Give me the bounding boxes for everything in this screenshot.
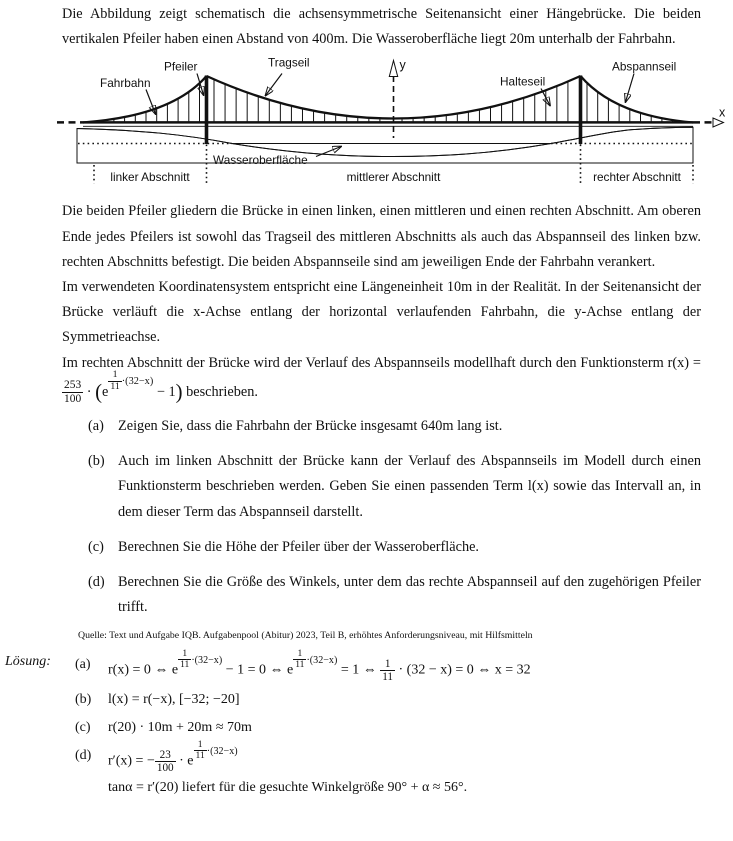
funktionsterm-text-before: Im rechten Abschnitt der Brücke wird der Verlauf des Abspannseils modellhaft durch den Funktionsterm r(x) = bbox=[62, 354, 701, 371]
halteseil-label: Halteseil bbox=[500, 74, 546, 89]
euler-e: e bbox=[101, 383, 109, 400]
solution-d-line2: tanα = r′(20) liefert für die gesuchte Winkelgröße 90° + α ≈ 56°. bbox=[108, 779, 468, 795]
fraction-23-100: $\frac{23}{100}$ bbox=[156, 748, 174, 774]
ground-top-edge bbox=[77, 128, 693, 157]
solution-label: (d) bbox=[75, 748, 92, 764]
tragseil-arrow bbox=[266, 74, 283, 96]
solution-label: (b) bbox=[75, 692, 92, 708]
open-paren: ( bbox=[95, 381, 102, 404]
task-item-b bbox=[88, 449, 701, 525]
solution-item-c bbox=[75, 717, 727, 739]
close-paren: ) bbox=[175, 381, 183, 404]
funktionsterm-text-after: beschrieben. bbox=[186, 383, 258, 400]
middle-section-label: mittlerer Abschnitt bbox=[346, 170, 441, 185]
source-note: Quelle: Text und Aufgabe IQB. Aufgabenpool (Abitur) 2023, Teil B, erhöhtes Anforderungsniveau, mit Hilfsmitteln bbox=[78, 630, 533, 642]
right-section-label: rechter Abschnitt bbox=[593, 170, 681, 185]
paragraph-funktionsterm bbox=[62, 351, 701, 405]
solution-item-d bbox=[75, 738, 727, 799]
task-text: Berechnen Sie die Höhe der Pfeiler über der Wasseroberfläche. bbox=[118, 538, 480, 555]
task-label: (a) bbox=[88, 418, 104, 435]
y-axis-arrowhead bbox=[389, 61, 397, 77]
cdot: · bbox=[86, 383, 92, 400]
abspannseil-arrow bbox=[626, 74, 635, 103]
x-axis-label: x bbox=[719, 105, 726, 120]
minus-one: − 1 bbox=[156, 383, 176, 400]
task-item-a bbox=[88, 414, 701, 439]
exponent: 1 11 ·(32−x) bbox=[110, 369, 154, 392]
solution-items bbox=[75, 647, 727, 804]
solution-math-c: r(20) · 10m + 20m ≈ 70m bbox=[108, 720, 252, 736]
task-text: Berechnen Sie die Größe des Winkels, unter dem das rechte Abspannseil auf den zugehörigen Pfeiler trifft. bbox=[118, 574, 701, 616]
intro-paragraph: Die Abbildung zeigt schematisch die achsensymmetrische Seitenansicht einer Hängebrücke. Die beiden vertikalen Pfeiler haben einen Abstand von 400m. Die Wasseroberfläche liegt 20m unterhalb der Fahrbahn. bbox=[62, 6, 701, 48]
paragraph-pfeiler: Die beiden Pfeiler gliedern die Brücke in einen linken, einen mittleren und einen rechten Abschnitt. Am oberen Ende jedes Pfeilers ist sowohl das Tragseil des mittleren Abschnitts als auch das Abspannseil des linken bzw. rechten Abschnitts befestigt. Die beiden Abspannseile sind am jeweiligen Ende der Fahrbahn verankert. bbox=[62, 203, 701, 270]
solution-math-d: r′(x) = − $\frac{23}{100}$ · e $^{\frac{1}{11} \cdot(32-x)}$ tanα = r′(20) liefert für die gesuchte Winkelgröße 90° + α ≈ 56°. bbox=[108, 745, 727, 799]
solution-item-b bbox=[75, 689, 727, 711]
task-text: Zeigen Sie, dass die Fahrbahn der Brücke insgesamt 640m lang ist. bbox=[118, 418, 503, 435]
solution-label: (c) bbox=[75, 720, 91, 736]
y-axis-label: y bbox=[399, 58, 406, 73]
solution-heading: Lösung: bbox=[5, 654, 51, 670]
solution-math-b: l(x) = r(−x), [−32; −20] bbox=[108, 692, 240, 708]
fahrbahn-label: Fahrbahn bbox=[100, 76, 151, 91]
fraction-1-11: $\frac{1}{11}$ bbox=[382, 657, 393, 683]
task-label: (b) bbox=[88, 453, 105, 470]
left-section-label: linker Abschnitt bbox=[110, 170, 190, 185]
task-text: Auch im linken Abschnitt der Brücke kann der Verlauf des Abspannseils im Modell durch einen Funktionsterm beschrieben werden. Geben Sie einen passenden Term l(x) sowie das Intervall an, in dem dieser Term das Abspannseil darstellt. bbox=[118, 453, 701, 520]
exponent: 1 11 ·(32−x) bbox=[180, 647, 223, 671]
pfeiler-label: Pfeiler bbox=[164, 59, 198, 74]
tragseil-label: Tragseil bbox=[268, 55, 310, 70]
solution-label: (a) bbox=[75, 657, 91, 673]
ground-shape bbox=[77, 128, 693, 164]
paragraph-koordinaten: Im verwendeten Koordinatensystem entspricht eine Längeneinheit 10m in der Realität. In der Seitenansicht der Brücke verläuft die x-Achse entlang der horizontal verlaufenden Fahrbahn, die y-Achse entlang der Symmetrieachse. bbox=[62, 279, 701, 346]
task-label: (c) bbox=[88, 538, 104, 555]
exponent: 1 11 ·(32−x) bbox=[195, 738, 238, 761]
fraction-253-100: $\frac{253}{100}$ bbox=[64, 379, 82, 405]
task-item-c bbox=[88, 535, 701, 560]
task-label: (d) bbox=[88, 574, 105, 591]
solution-math-a: r(x) = 0 ⇔ e $^{\frac{1}{11} \cdot(32-x)}$ − 1 = 0 ⇔ e $^{\frac{1}{11} \cdot(32-x)}$ = 1 ⇔ $\frac{1}{11}$ · (32 − x) = 0 ⇔ x = 32 bbox=[108, 647, 531, 683]
exponent: 1 11 ·(32−x) bbox=[295, 647, 338, 671]
task-list bbox=[88, 414, 701, 620]
task-item-d bbox=[88, 570, 701, 620]
wasseroberflaeche-label: Wasseroberfläche bbox=[213, 153, 308, 168]
solution-section bbox=[5, 647, 727, 804]
solution-item-a bbox=[75, 647, 727, 683]
abspannseil-label: Abspannseil bbox=[612, 59, 677, 74]
bridge-figure bbox=[0, 52, 733, 186]
